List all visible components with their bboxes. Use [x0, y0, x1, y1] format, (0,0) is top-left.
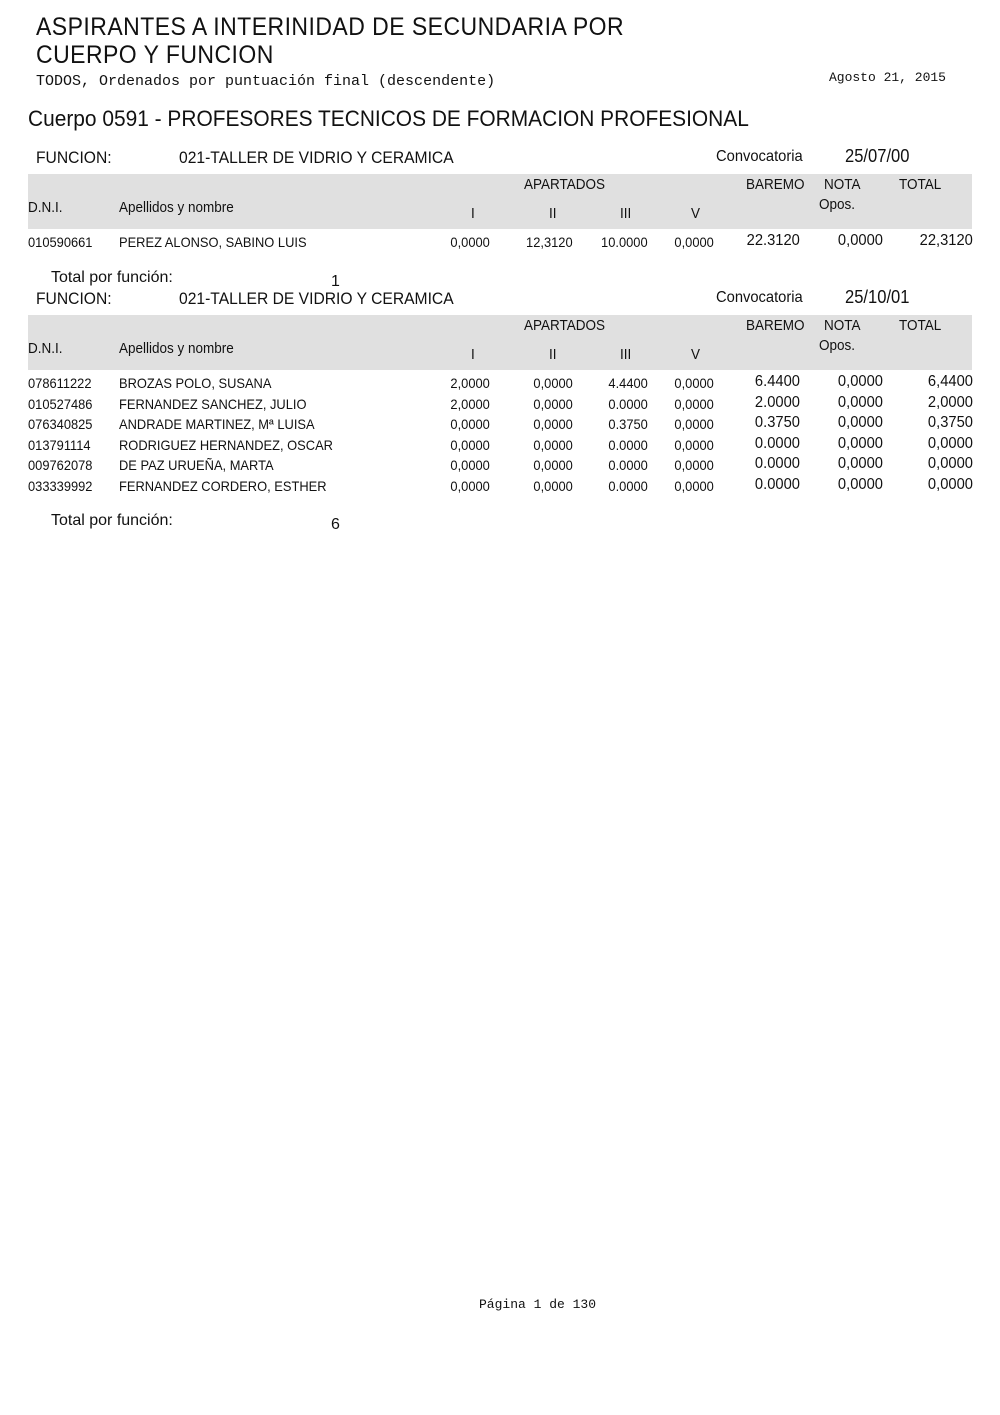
cell-baremo: 0.0000 — [754, 455, 800, 472]
cell-v: 0,0000 — [674, 375, 714, 391]
page-number: Página 1 de 130 — [478, 1297, 597, 1312]
table-row — [0, 416, 1000, 436]
cell-dni: 078611222 — [28, 375, 92, 391]
cell-ii: 0,0000 — [533, 375, 573, 391]
cell-iii: 0.0000 — [608, 457, 648, 473]
cell-i: 0,0000 — [450, 436, 490, 453]
cell-total: 0,0000 — [927, 455, 973, 472]
cell-total: 6,4400 — [927, 373, 973, 390]
cell-total: 0,0000 — [927, 475, 973, 493]
cell-v: 0,0000 — [674, 416, 714, 432]
cell-i: 0,0000 — [450, 234, 490, 250]
cell-baremo: 6.4400 — [754, 373, 800, 390]
cell-ii: 0,0000 — [533, 395, 573, 412]
cell-iii: 10.0000 — [601, 234, 648, 250]
cell-name: FERNANDEZ SANCHEZ, JULIO — [119, 395, 307, 412]
funcion-name: 021-TALLER DE VIDRIO Y CERAMICA — [179, 289, 454, 308]
col-opos: Opos. — [819, 196, 856, 213]
cell-nota: 0,0000 — [837, 373, 883, 390]
cell-nota: 0,0000 — [837, 475, 883, 493]
col-i: I — [471, 346, 475, 363]
cell-ii: 0,0000 — [533, 477, 573, 494]
cell-total: 0,0000 — [927, 434, 973, 452]
cell-name: PEREZ ALONSO, SABINO LUIS — [119, 234, 307, 250]
cell-name: ANDRADE MARTINEZ, Mª LUISA — [119, 416, 315, 432]
col-total: TOTAL — [899, 176, 942, 193]
cell-iii: 0.0000 — [608, 477, 648, 494]
report-subtitle: TODOS, Ordenados por puntuación final (descendente) — [36, 73, 496, 90]
convocatoria-date: 25/07/00 — [845, 146, 910, 166]
col-iii: III — [620, 205, 632, 222]
col-nota: NOTA — [824, 176, 861, 193]
cell-i: 0,0000 — [450, 416, 490, 432]
cell-dni: 010527486 — [28, 395, 93, 412]
report-title-line1: ASPIRANTES A INTERINIDAD DE SECUNDARIA POR — [36, 13, 625, 41]
cell-i: 2,0000 — [450, 375, 490, 391]
col-total: TOTAL — [899, 317, 942, 334]
cell-ii: 12,3120 — [526, 234, 573, 250]
cell-nota: 0,0000 — [837, 455, 883, 472]
convocatoria-label: Convocatoria — [716, 289, 803, 306]
cell-baremo: 22.3120 — [746, 232, 800, 249]
cell-total: 2,0000 — [927, 393, 973, 411]
col-baremo: BAREMO — [746, 176, 805, 193]
cell-total: 0,3750 — [927, 414, 973, 431]
cell-baremo: 0.0000 — [754, 475, 800, 493]
table-row — [0, 475, 1000, 498]
col-nota: NOTA — [824, 317, 861, 334]
cell-v: 0,0000 — [674, 436, 714, 453]
cell-name: DE PAZ URUEÑA, MARTA — [119, 457, 274, 473]
cell-i: 0,0000 — [450, 477, 490, 494]
col-ii: II — [549, 346, 557, 363]
col-opos: Opos. — [819, 337, 856, 354]
cuerpo-heading: Cuerpo 0591 - PROFESORES TECNICOS DE FORMACION PROFESIONAL — [28, 106, 749, 131]
cell-baremo: 2.0000 — [754, 393, 800, 411]
table-row — [0, 457, 1000, 477]
col-v: V — [691, 205, 701, 222]
table-header — [28, 315, 972, 370]
funcion-label: FUNCION: — [36, 148, 112, 167]
table-row — [0, 393, 1000, 416]
cell-dni: 033339992 — [28, 477, 93, 494]
col-iii: III — [620, 346, 632, 363]
col-name: Apellidos y nombre — [119, 340, 234, 357]
cell-ii: 0,0000 — [533, 436, 573, 453]
total-por-funcion-count: 6 — [331, 516, 340, 533]
col-dni: D.N.I. — [28, 199, 63, 216]
cell-i: 0,0000 — [450, 457, 490, 473]
cell-nota: 0,0000 — [837, 393, 883, 411]
cell-nota: 0,0000 — [837, 414, 883, 431]
table-header — [28, 174, 972, 229]
cell-name: RODRIGUEZ HERNANDEZ, OSCAR — [119, 436, 333, 453]
cell-ii: 0,0000 — [533, 416, 573, 432]
cell-dni: 076340825 — [28, 416, 93, 432]
cell-nota: 0,0000 — [837, 434, 883, 452]
col-baremo: BAREMO — [746, 317, 805, 334]
col-i: I — [471, 205, 475, 222]
cell-v: 0,0000 — [674, 234, 714, 250]
total-por-funcion-label: Total por función: — [51, 512, 173, 529]
cell-v: 0,0000 — [674, 457, 714, 473]
cell-baremo: 0.3750 — [754, 414, 800, 431]
col-dni: D.N.I. — [28, 340, 63, 357]
convocatoria-date: 25/10/01 — [845, 287, 910, 307]
total-por-funcion-count: 1 — [331, 272, 340, 290]
cell-iii: 0.0000 — [608, 395, 648, 412]
cell-name: BROZAS POLO, SUSANA — [119, 375, 272, 391]
table-row — [0, 434, 1000, 457]
cell-ii: 0,0000 — [533, 457, 573, 473]
col-apartados: APARTADOS — [524, 317, 606, 334]
funcion-label: FUNCION: — [36, 289, 112, 308]
cell-iii: 4.4400 — [608, 375, 648, 391]
cell-i: 2,0000 — [450, 395, 490, 412]
funcion-name: 021-TALLER DE VIDRIO Y CERAMICA — [179, 148, 454, 167]
cell-name: FERNANDEZ CORDERO, ESTHER — [119, 477, 327, 494]
cell-dni: 013791114 — [28, 436, 91, 453]
report-title-line2: CUERPO Y FUNCION — [36, 41, 274, 69]
cell-v: 0,0000 — [674, 477, 714, 494]
cell-dni: 009762078 — [28, 457, 93, 473]
col-v: V — [691, 346, 701, 363]
cell-total: 22,3120 — [919, 232, 973, 249]
cell-iii: 0.3750 — [608, 416, 648, 432]
table-row — [0, 234, 1000, 254]
col-name: Apellidos y nombre — [119, 199, 234, 216]
convocatoria-label: Convocatoria — [716, 148, 803, 165]
cell-baremo: 0.0000 — [754, 434, 800, 452]
col-ii: II — [549, 205, 557, 222]
cell-dni: 010590661 — [28, 234, 93, 250]
table-row — [0, 375, 1000, 395]
col-apartados: APARTADOS — [524, 176, 606, 193]
cell-v: 0,0000 — [674, 395, 714, 412]
cell-nota: 0,0000 — [837, 232, 883, 249]
cell-iii: 0.0000 — [608, 436, 648, 453]
total-por-funcion-label: Total por función: — [51, 268, 173, 286]
report-date: Agosto 21, 2015 — [828, 70, 946, 85]
